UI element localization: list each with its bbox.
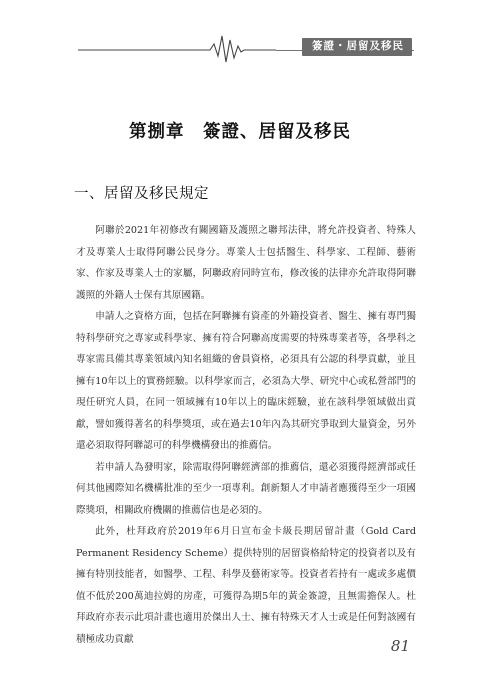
paragraph: 阿聯於2021年初修改有關國籍及護照之聯邦法律，將允許投資者、特殊人才及專業人士取得阿聯公民身分。專業人士包括醫生、科學家、工程師、藝術家、作家及專業人士的家屬，阿聯政府同時宣布，修改後的法律亦允許取得阿聯護照的外籍人士保有其原國籍。	[76, 225, 416, 301]
section-title: 一、居留及移民規定	[74, 186, 209, 202]
paragraph: 若申請人為發明家，除需取得阿聯經濟部的推薦信，還必須獲得經濟部或任何其他國際知名機構批准的至少一項專利。創新類人才申請者應獲得至少一項國際獎項，相關政府機關的推薦信也是必須的。	[76, 461, 416, 516]
paragraph: 申請人之資格方面，包括在阿聯擁有資產的外籍投資者、醫生、擁有專門獨特科學研究之專家或科學家、擁有符合阿聯高度需要的特殊專業者等，各學科之專家需具備其專業領域內知名組織的會員資格，必須具有公認的科學貢獻，並且擁有10年以上的實務經驗。以科學家而言，必須為大學、研究中心或私營部門的現任研究人員，在同一領域擁有10年以上的臨床經驗，並在該科學領域做出貢獻，譬如獲得著名的科學獎項，或在過去10年內為其研究爭取到大量資金，另外還必須取得阿聯認可的科學機構發出的推薦信。	[76, 311, 416, 451]
page-number: 81	[390, 637, 410, 655]
chapter-title: 第捌章 簽證、居留及移民	[129, 122, 351, 142]
paragraph: 此外，杜拜政府於2019年6月日宣布金卡級長期居留計畫（Gold Card Permanent Residency Scheme）提供特別的居留資格給特定的投資者以及有擁有特別技能者，如醫學、工程、科學及藝術家等。投資者若持有一處或多處價值不低於200萬迪拉姆的房產，可獲得為期5年的黃金簽證，且無需擔保人。杜拜政府亦表示此項計畫也適用於傑出人士、擁有特殊天才人士或是任何對該國有積極成功貢獻	[76, 526, 416, 645]
running-title: 簽證・居留及移民	[302, 38, 412, 56]
body-text	[76, 220, 416, 650]
running-header	[78, 28, 414, 68]
